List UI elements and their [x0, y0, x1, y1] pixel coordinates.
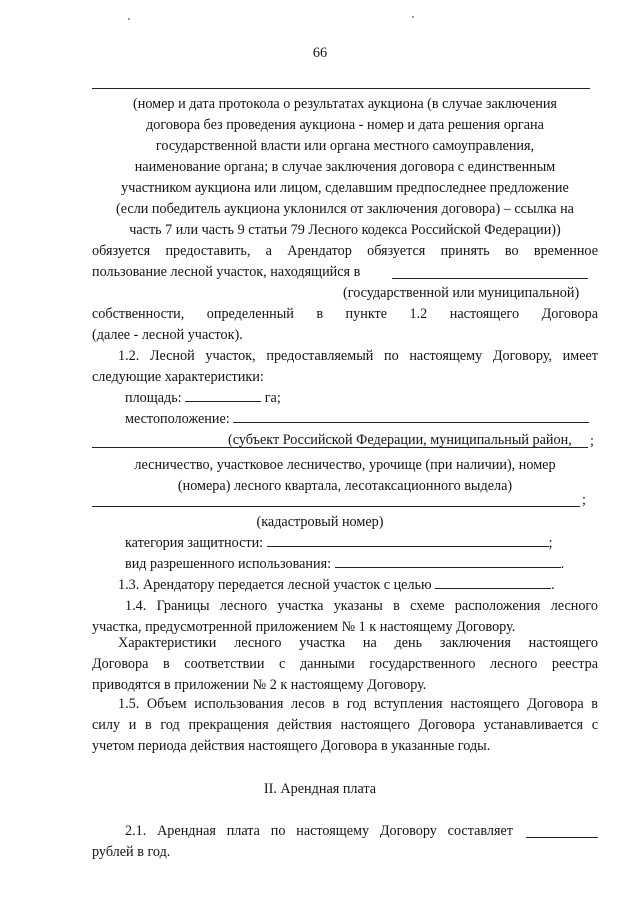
paragraph-line: следующие характеристики:: [92, 369, 264, 385]
paragraph-line: участником аукциона или лицом, сделавшим предпоследнее предложение: [121, 180, 569, 196]
paragraph-line: (если победитель аукциона уклонился от заключения договора) – ссылка на: [116, 201, 574, 217]
blank-line: [92, 506, 580, 507]
field-label: площадь:: [125, 390, 182, 406]
location-blank: [233, 410, 589, 423]
paragraph-line: 1.4. Границы лесного участка указаны в схеме расположения лесного: [125, 598, 598, 614]
paragraph-line: (номера) лесного квартала, лесотаксационного выдела): [177, 478, 513, 494]
paragraph-line: договора без проведения аукциона - номер и дата решения органа: [146, 117, 544, 133]
line-end-punct: ;: [590, 433, 594, 449]
line-end-punct: .: [551, 577, 555, 593]
paragraph-line: 1.2. Лесной участок, предоставляемый по настоящему Договору, имеет: [118, 348, 598, 364]
paragraph-line: приводятся в приложении № 2 к настоящему Договору.: [92, 677, 427, 693]
section-title: II. Арендная плата: [263, 781, 377, 797]
paragraph-line: наименование органа; в случае заключения договора с единственным: [134, 159, 556, 175]
permitted-use-blank: [335, 555, 561, 568]
paragraph-line: Договора в соответствии с данными государственного лесного реестра: [92, 656, 598, 672]
blank-line: [92, 447, 588, 448]
paragraph-line: 2.1. Арендная плата по настоящему Договору составляет: [125, 823, 513, 839]
purpose-blank: [435, 576, 551, 589]
rent-amount-blank: [526, 825, 598, 838]
page-number: 66: [312, 45, 328, 61]
field-label: категория защитности:: [125, 535, 264, 551]
paragraph-line: рублей в год.: [92, 844, 171, 860]
paragraph-line: часть 7 или часть 9 статьи 79 Лесного кодекса Российской Федерации)): [129, 222, 561, 238]
scan-speck: [128, 18, 130, 20]
paragraph-line: государственной власти или органа местного самоуправления,: [155, 138, 535, 154]
paragraph-line: (номер и дата протокола о результатах аукциона (в случае заключения: [133, 96, 557, 112]
paragraph-line: (субъект Российской Федерации, муниципальный район,: [228, 432, 572, 448]
field-area: [125, 389, 281, 407]
field-label: местоположение:: [125, 411, 230, 427]
field-protection-category: [125, 534, 553, 552]
field-label: 1.3. Арендатору передается лесной участок с целью: [118, 577, 432, 593]
area-blank: [185, 389, 261, 402]
line-end-punct: ;: [582, 492, 586, 508]
paragraph-line: пользование лесной участок, находящийся в: [92, 264, 361, 280]
field-purpose: [118, 576, 555, 594]
field-rent-amount: [125, 822, 598, 840]
paragraph-line: (далее - лесной участок).: [92, 327, 243, 343]
paragraph-line: участка, предусмотренной приложением № 1 к настоящему Договору.: [92, 619, 516, 635]
paragraph-line: обязуется предоставить, а Арендатор обязуется принять во временное: [92, 243, 598, 259]
paragraph-line: силу и в год прекращения действия настоящего Договора устанавливается с: [92, 717, 598, 733]
paragraph-line: 1.5. Объем использования лесов в год вступления настоящего Договора в: [118, 696, 598, 712]
paragraph-line: Характеристики лесного участка на день заключения настоящего: [118, 635, 598, 651]
field-permitted-use: [125, 555, 564, 573]
paragraph-line: (государственной или муниципальной): [343, 285, 580, 301]
line-end-punct: .: [560, 556, 565, 572]
paragraph-line: учетом периода действия настоящего Договора в указанные годы.: [92, 738, 491, 754]
line-end-punct: ;: [548, 535, 553, 551]
scan-speck: [412, 16, 414, 18]
protection-category-blank: [267, 534, 549, 547]
field-unit: га;: [264, 390, 281, 406]
paragraph-line: лесничество, участковое лесничество, урочище (при наличии), номер: [134, 457, 556, 473]
field-label: вид разрешенного использования:: [125, 556, 332, 572]
field-location: [125, 410, 589, 428]
paragraph-line: собственности, определенный в пункте 1.2 настоящего Договора: [92, 306, 598, 322]
blank-line: [392, 278, 588, 279]
paragraph-line: (кадастровый номер): [256, 514, 384, 530]
blank-line: [92, 88, 590, 89]
